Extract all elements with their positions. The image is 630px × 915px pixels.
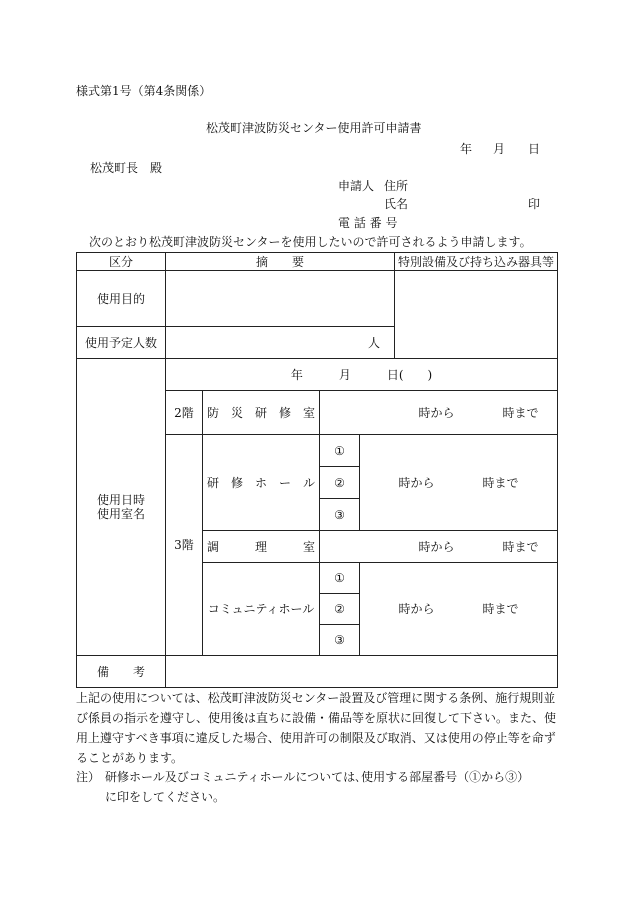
community-room-1[interactable]: ①: [320, 563, 360, 594]
hall-room-1[interactable]: ①: [320, 435, 360, 467]
applicant-phone-label: 電 話 番 号: [338, 216, 398, 230]
floor-3-label: 3階: [166, 435, 203, 656]
hall-room-3[interactable]: ③: [320, 499, 360, 531]
applicant-name-label: 氏名: [384, 197, 409, 211]
intro-text: 次のとおり松茂町津波防災センターを使用したいので許可されるよう申請します。: [89, 235, 532, 249]
form-number: 様式第1号（第4条関係）: [76, 84, 212, 98]
seal-mark: 印: [528, 197, 541, 211]
applicant-address-label: 住所: [384, 179, 409, 193]
note-label: 注）: [76, 770, 101, 784]
header-summary: 摘 要: [166, 253, 395, 271]
time-field-disaster-room[interactable]: 時から 時まで: [320, 391, 558, 435]
time-field-community-hall[interactable]: 時から 時まで: [360, 563, 558, 656]
purpose-label: 使用目的: [77, 271, 166, 327]
date-year: 年: [460, 142, 473, 156]
people-unit: 人: [368, 335, 381, 350]
room-cooking: 調 理 室: [203, 531, 320, 563]
remarks-label: 備 考: [77, 656, 166, 688]
community-room-3[interactable]: ③: [320, 625, 360, 656]
application-table: [76, 252, 558, 688]
floor-2-label: 2階: [166, 391, 203, 435]
community-room-2[interactable]: ②: [320, 594, 360, 625]
header-category: 区分: [77, 253, 166, 271]
hall-room-2[interactable]: ②: [320, 467, 360, 499]
document-title: 松茂町津波防災センター使用許可申請書: [206, 121, 422, 135]
people-label: 使用予定人数: [77, 327, 166, 359]
datetime-room-label: 使用日時 使用室名: [77, 359, 166, 656]
time-field-cooking-room[interactable]: 時から 時まで: [320, 531, 558, 563]
people-field[interactable]: [166, 327, 395, 359]
addressee: 松茂町長 殿: [90, 161, 163, 175]
date-month: 月: [493, 142, 506, 156]
special-equipment-field[interactable]: [395, 271, 558, 359]
room-community-hall: コミュニティホール: [203, 563, 320, 656]
time-field-training-hall[interactable]: 時から 時まで: [360, 435, 558, 531]
purpose-field[interactable]: [166, 271, 395, 327]
usage-conditions-paragraph: 上記の使用については、松茂町津波防災センター設置及び管理に関する条例、施行規則並び係員の指示を遵守し、使用後は直ちに設備・備品等を原状に回復して下さい。また、使用上遵守すべき事項に違反した場合、使用許可の制限及び取消、又は使用の停止等を命ずることがあります。: [76, 691, 557, 765]
header-special: 特別設備及び持ち込み器具等: [395, 253, 558, 271]
usage-date-field[interactable]: 年 月 日( ): [166, 359, 558, 391]
room-disaster-training: 防 災 研 修 室: [203, 391, 320, 435]
applicant-label: 申請人: [338, 179, 375, 193]
note-text: 研修ホール及びコミュニティホールについては､使用する部屋番号（①から③）に印をしてください。: [105, 770, 530, 804]
room-training-hall: 研 修 ホ ー ル: [203, 435, 320, 531]
remarks-field[interactable]: [166, 656, 558, 688]
date-day: 日: [528, 142, 541, 156]
